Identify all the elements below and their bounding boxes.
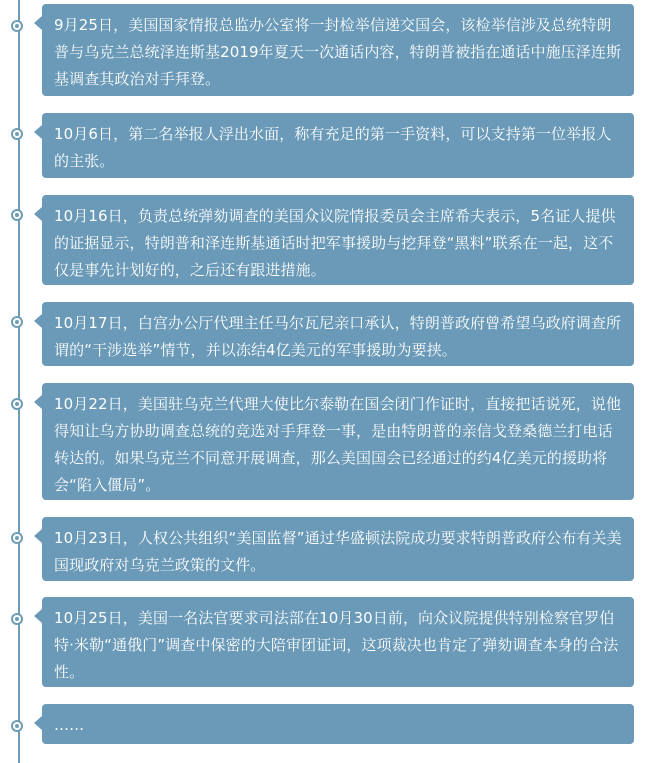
event-card: 10月6日，第二名举报人浮出水面，称有充足的第一手资料，可以支持第一位举报人的主张。 xyxy=(42,113,634,178)
event-card: 10月16日，负责总统弹劾调查的美国众议院情报委员会主席希夫表示，5名证人提供的证据显示，特朗普和泽连斯基通话时把军事援助与挖拜登“黑料”联系在一起，这不仅是事先计划好的，之后还有跟进措施。 xyxy=(42,195,634,285)
timeline-dot-icon xyxy=(11,720,23,732)
event-card: 10月23日，人权公共组织“美国监督”通过华盛顿法院成功要求特朗普政府公布有关美国现政府对乌克兰政策的文件。 xyxy=(42,517,634,581)
timeline-rail xyxy=(18,0,20,763)
timeline-dot-icon xyxy=(11,20,23,32)
event-card: 10月17日，白宫办公厅代理主任马尔瓦尼亲口承认，特朗普政府曾希望乌政府调查所谓的“干涉选举”情节，并以冻结4亿美元的军事援助为要挟。 xyxy=(42,302,634,366)
timeline-dot-icon xyxy=(11,209,23,221)
timeline-dot-icon xyxy=(11,316,23,328)
timeline-dot-icon xyxy=(11,398,23,410)
timeline-dot-icon xyxy=(11,532,23,544)
event-card: 10月25日，美国一名法官要求司法部在10月30日前，向众议院提供特别检察官罗伯特·米勒“通俄门”调查中保密的大陪审团证词，这项裁决也肯定了弹劾调查本身的合法性。 xyxy=(42,597,634,687)
event-card: 10月22日，美国驻乌克兰代理大使比尔泰勒在国会闭门作证时，直接把话说死，说他得知让乌方协助调查总统的竞选对手拜登一事，是由特朗普的亲信戈登桑德兰打电话转达的。如果乌克兰不同意开展调查，那么美国国会已经通过的约4亿美元的援助将会“陷入僵局”。 xyxy=(42,383,634,500)
event-card: 9月25日，美国国家情报总监办公室将一封检举信递交国会，该检举信涉及总统特朗普与乌克兰总统泽连斯基2019年夏天一次通话内容，特朗普被指在通话中施压泽连斯基调查其政治对手拜登。 xyxy=(42,4,634,96)
timeline-dot-icon xyxy=(11,613,23,625)
event-card: …… xyxy=(42,704,634,744)
timeline-dot-icon xyxy=(11,128,23,140)
